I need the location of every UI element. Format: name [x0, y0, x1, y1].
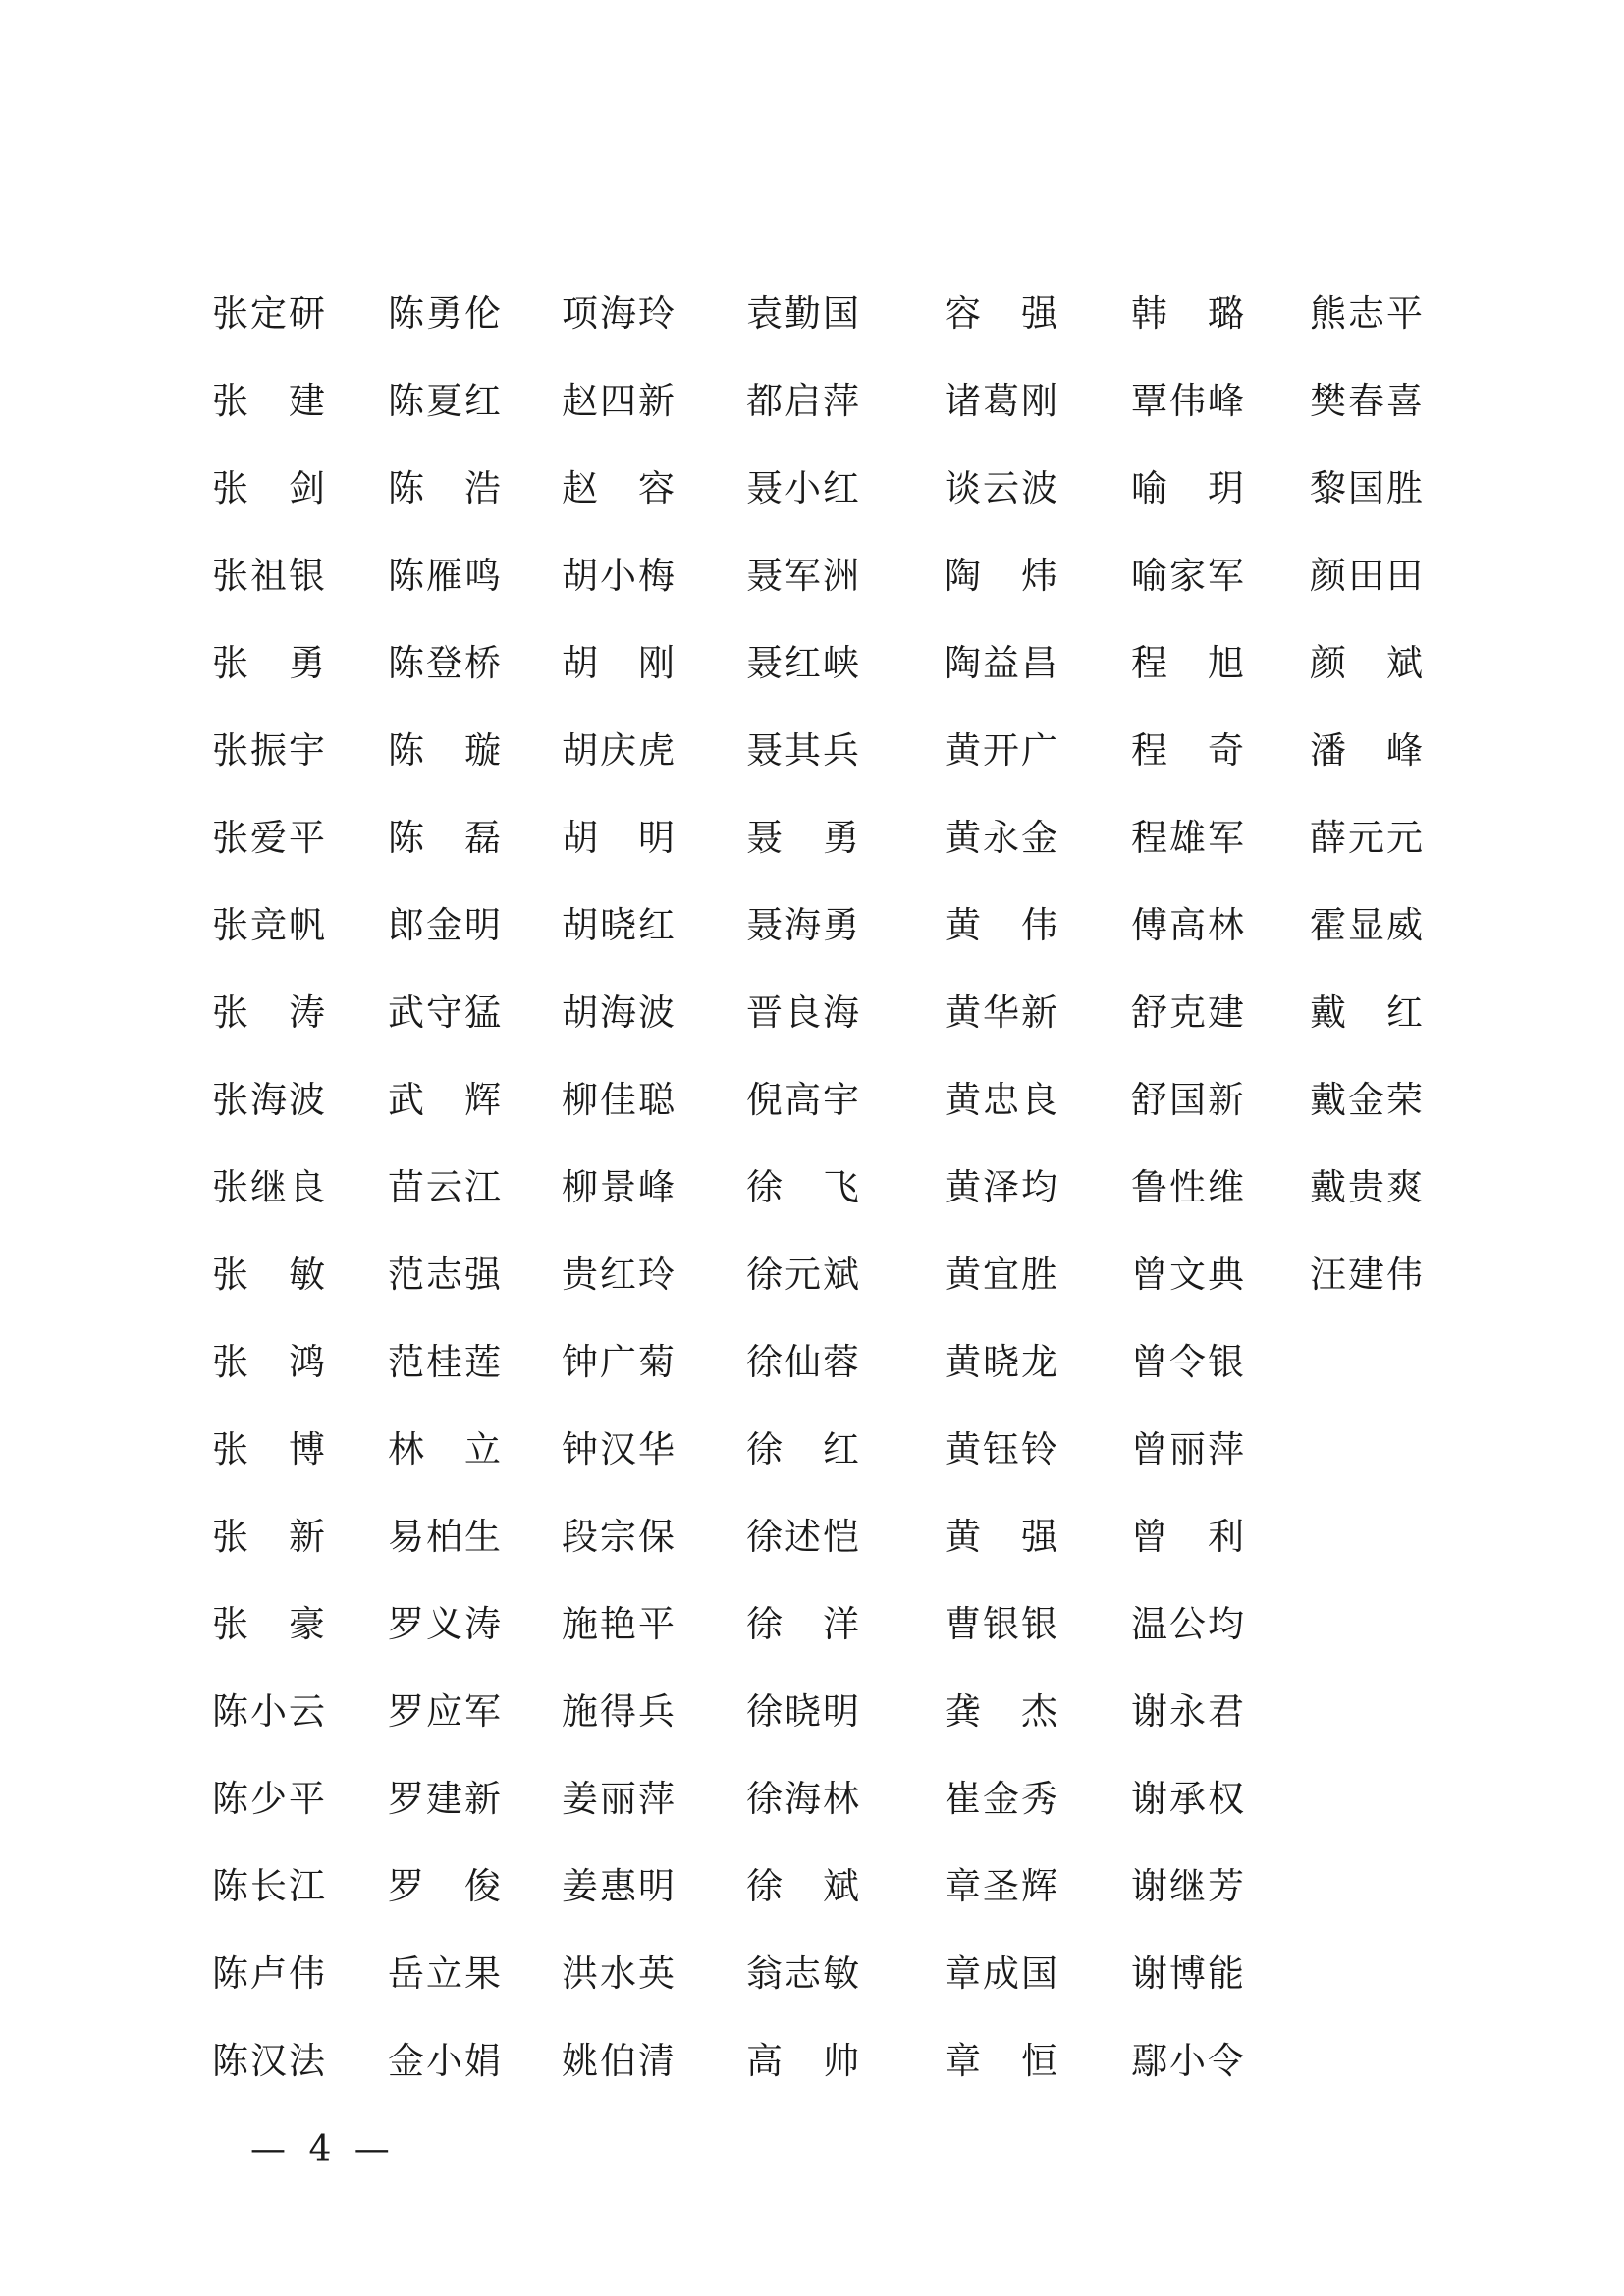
person-name: 姜 惠 明	[562, 1865, 675, 1907]
person-name: 张 建	[212, 380, 325, 422]
person-name: 施 得 兵	[562, 1690, 675, 1733]
name-row	[0, 634, 1624, 721]
person-name: 罗 义 涛	[388, 1603, 501, 1645]
person-name: 汪 建 伟	[1310, 1254, 1423, 1296]
person-name: 戴 贵 爽	[1310, 1166, 1423, 1208]
person-name: 张 祖 银	[212, 555, 325, 597]
person-name: 袁 勤 国	[746, 293, 859, 335]
person-name: 黄 宜 胜	[945, 1254, 1057, 1296]
person-name: 聂 其 兵	[746, 729, 859, 772]
person-name: 张 鸿	[212, 1341, 325, 1383]
person-name: 苗 云 江	[388, 1166, 501, 1208]
person-name: 范 志 强	[388, 1254, 501, 1296]
person-name: 陈 勇 伦	[388, 293, 501, 335]
name-row	[0, 1246, 1624, 1333]
person-name: 武 守 猛	[388, 991, 501, 1034]
name-row	[0, 372, 1624, 459]
name-row	[0, 1857, 1624, 1945]
person-name: 钟 广 菊	[562, 1341, 675, 1383]
person-name: 高 帅	[746, 2040, 859, 2082]
person-name: 陶 炜	[945, 555, 1057, 597]
person-name: 郎 金 明	[388, 904, 501, 946]
person-name: 陈 雁 鸣	[388, 555, 501, 597]
person-name: 施 艳 平	[562, 1603, 675, 1645]
person-name: 钟 汉 华	[562, 1428, 675, 1470]
person-name: 章 恒	[945, 2040, 1057, 2082]
person-name: 韩 璐	[1131, 293, 1244, 335]
name-row	[0, 2032, 1624, 2119]
person-name: 贵 红 玲	[562, 1254, 675, 1296]
person-name: 陈 浩	[388, 467, 501, 509]
person-name: 赵 容	[562, 467, 675, 509]
person-name: 戴 金 荣	[1310, 1079, 1423, 1121]
person-name: 陈 登 桥	[388, 642, 501, 684]
person-name: 徐 红	[746, 1428, 859, 1470]
person-name: 张 海 波	[212, 1079, 325, 1121]
person-name: 谢 永 君	[1131, 1690, 1244, 1733]
person-name: 戴 红	[1310, 991, 1423, 1034]
person-name: 张 新	[212, 1516, 325, 1558]
person-name: 武 辉	[388, 1079, 501, 1121]
person-name: 张 振 宇	[212, 729, 325, 772]
person-name: 徐 晓 明	[746, 1690, 859, 1733]
name-row	[0, 547, 1624, 634]
name-row	[0, 809, 1624, 896]
person-name: 颜 斌	[1310, 642, 1423, 684]
person-name: 张 继 良	[212, 1166, 325, 1208]
person-name: 陈 磊	[388, 817, 501, 859]
person-name: 胡 明	[562, 817, 675, 859]
person-name: 胡 刚	[562, 642, 675, 684]
person-name: 范 桂 莲	[388, 1341, 501, 1383]
name-row	[0, 721, 1624, 809]
person-name: 黄 强	[945, 1516, 1057, 1558]
person-name: 张 剑	[212, 467, 325, 509]
person-name: 樊 春 喜	[1310, 380, 1423, 422]
page-number: — 4 —	[250, 2129, 396, 2169]
person-name: 聂 海 勇	[746, 904, 859, 946]
name-row	[0, 1071, 1624, 1158]
person-name: 柳 佳 聪	[562, 1079, 675, 1121]
person-name: 姜 丽 萍	[562, 1778, 675, 1820]
name-row	[0, 1158, 1624, 1246]
person-name: 张 勇	[212, 642, 325, 684]
person-name: 洪 水 英	[562, 1952, 675, 1995]
person-name: 黎 国 胜	[1310, 467, 1423, 509]
person-name: 曾 丽 萍	[1131, 1428, 1244, 1470]
person-name: 曾 令 银	[1131, 1341, 1244, 1383]
person-name: 胡 庆 虎	[562, 729, 675, 772]
person-name: 陈 长 江	[212, 1865, 325, 1907]
person-name: 喻 家 军	[1131, 555, 1244, 597]
person-name: 喻 玥	[1131, 467, 1244, 509]
person-name: 胡 海 波	[562, 991, 675, 1034]
person-name: 聂 勇	[746, 817, 859, 859]
person-name: 罗 应 军	[388, 1690, 501, 1733]
person-name: 赵 四 新	[562, 380, 675, 422]
person-name: 胡 小 梅	[562, 555, 675, 597]
person-name: 聂 小 红	[746, 467, 859, 509]
person-name: 都 启 萍	[746, 380, 859, 422]
person-name: 舒 克 建	[1131, 991, 1244, 1034]
person-name: 鄢 小 令	[1131, 2040, 1244, 2082]
name-row	[0, 1508, 1624, 1595]
person-name: 徐 飞	[746, 1166, 859, 1208]
person-name: 张 敏	[212, 1254, 325, 1296]
person-name: 谢 承 权	[1131, 1778, 1244, 1820]
person-name: 容 强	[945, 293, 1057, 335]
person-name: 罗 俊	[388, 1865, 501, 1907]
person-name: 谢 博 能	[1131, 1952, 1244, 1995]
person-name: 黄 开 广	[945, 729, 1057, 772]
person-name: 程 旭	[1131, 642, 1244, 684]
person-name: 曾 利	[1131, 1516, 1244, 1558]
person-name: 徐 海 林	[746, 1778, 859, 1820]
person-name: 林 立	[388, 1428, 501, 1470]
person-name: 易 柏 生	[388, 1516, 501, 1558]
person-name: 温 公 均	[1131, 1603, 1244, 1645]
name-row	[0, 1420, 1624, 1508]
person-name: 张 定 研	[212, 293, 325, 335]
person-name: 程 雄 军	[1131, 817, 1244, 859]
person-name: 晋 良 海	[746, 991, 859, 1034]
person-name: 薛 元 元	[1310, 817, 1423, 859]
person-name: 张 竞 帆	[212, 904, 325, 946]
person-name: 龚 杰	[945, 1690, 1057, 1733]
person-name: 崔 金 秀	[945, 1778, 1057, 1820]
person-name: 颜 田 田	[1310, 555, 1423, 597]
person-name: 谈 云 波	[945, 467, 1057, 509]
person-name: 诸 葛 刚	[945, 380, 1057, 422]
person-name: 程 奇	[1131, 729, 1244, 772]
name-row	[0, 896, 1624, 984]
person-name: 张 涛	[212, 991, 325, 1034]
person-name: 傅 高 林	[1131, 904, 1244, 946]
name-row	[0, 1945, 1624, 2032]
person-name: 潘 峰	[1310, 729, 1423, 772]
person-name: 徐 洋	[746, 1603, 859, 1645]
person-name: 翁 志 敏	[746, 1952, 859, 1995]
person-name: 陈 少 平	[212, 1778, 325, 1820]
person-name: 陈 夏 红	[388, 380, 501, 422]
person-name: 罗 建 新	[388, 1778, 501, 1820]
person-name: 鲁 性 维	[1131, 1166, 1244, 1208]
person-name: 胡 晓 红	[562, 904, 675, 946]
person-name: 项 海 玲	[562, 293, 675, 335]
person-name: 张 爱 平	[212, 817, 325, 859]
person-name: 黄 伟	[945, 904, 1057, 946]
name-row	[0, 1682, 1624, 1770]
person-name: 黄 钰 铃	[945, 1428, 1057, 1470]
person-name: 倪 高 宇	[746, 1079, 859, 1121]
name-row	[0, 459, 1624, 547]
name-row	[0, 1595, 1624, 1682]
person-name: 姚 伯 清	[562, 2040, 675, 2082]
name-row	[0, 984, 1624, 1071]
person-name: 黄 泽 均	[945, 1166, 1057, 1208]
person-name: 岳 立 果	[388, 1952, 501, 1995]
person-name: 陈 汉 法	[212, 2040, 325, 2082]
person-name: 章 成 国	[945, 1952, 1057, 1995]
person-name: 段 宗 保	[562, 1516, 675, 1558]
person-name: 黄 华 新	[945, 991, 1057, 1034]
name-row	[0, 285, 1624, 372]
person-name: 徐 述 恺	[746, 1516, 859, 1558]
person-name: 徐 仙 蓉	[746, 1341, 859, 1383]
person-name: 张 博	[212, 1428, 325, 1470]
person-name: 熊 志 平	[1310, 293, 1423, 335]
person-name: 黄 忠 良	[945, 1079, 1057, 1121]
name-row	[0, 1333, 1624, 1420]
person-name: 覃 伟 峰	[1131, 380, 1244, 422]
person-name: 徐 元 斌	[746, 1254, 859, 1296]
person-name: 舒 国 新	[1131, 1079, 1244, 1121]
person-name: 陶 益 昌	[945, 642, 1057, 684]
name-row	[0, 1770, 1624, 1857]
person-name: 陈 卢 伟	[212, 1952, 325, 1995]
person-name: 黄 永 金	[945, 817, 1057, 859]
name-list-grid	[0, 285, 1624, 2119]
person-name: 霍 显 威	[1310, 904, 1423, 946]
person-name: 黄 晓 龙	[945, 1341, 1057, 1383]
person-name: 章 圣 辉	[945, 1865, 1057, 1907]
person-name: 柳 景 峰	[562, 1166, 675, 1208]
person-name: 金 小 娟	[388, 2040, 501, 2082]
person-name: 张 豪	[212, 1603, 325, 1645]
person-name: 曹 银 银	[945, 1603, 1057, 1645]
person-name: 徐 斌	[746, 1865, 859, 1907]
person-name: 曾 文 典	[1131, 1254, 1244, 1296]
person-name: 聂 红 峡	[746, 642, 859, 684]
person-name: 聂 军 洲	[746, 555, 859, 597]
person-name: 谢 继 芳	[1131, 1865, 1244, 1907]
person-name: 陈 璇	[388, 729, 501, 772]
person-name: 陈 小 云	[212, 1690, 325, 1733]
